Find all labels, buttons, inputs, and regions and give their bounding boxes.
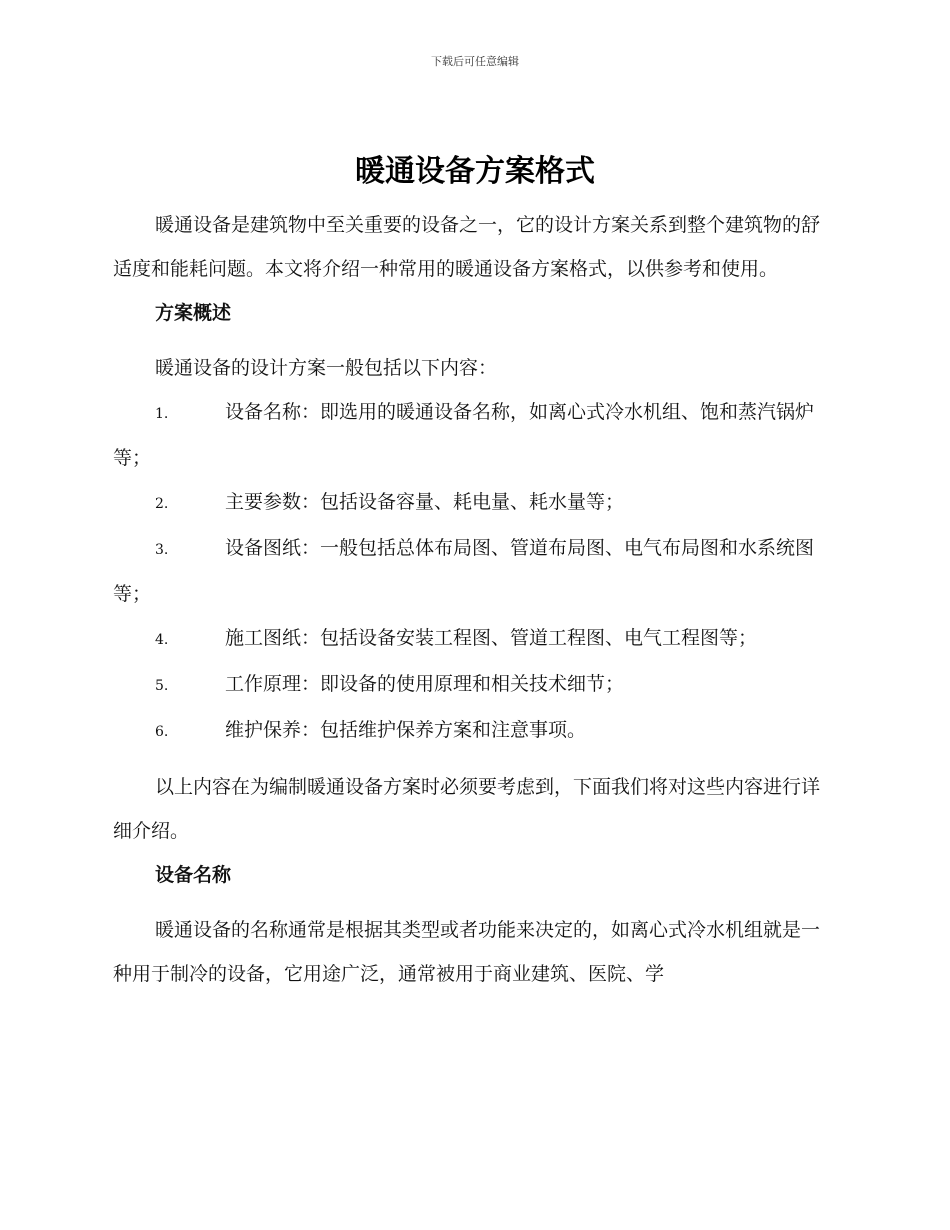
list-item-number: 2. — [155, 496, 169, 512]
list-item — [113, 526, 833, 616]
list-item — [113, 390, 833, 480]
overview-lead-paragraph: 暖通设备的设计方案一般包括以下内容： — [155, 357, 498, 379]
list-item-text: 维护保养：包括维护保养方案和注意事项。 — [225, 719, 587, 741]
list-item-text: 工作原理：即设备的使用原理和相关技术细节； — [225, 673, 625, 695]
list-item-text: 主要参数：包括设备容量、耗电量、耗水量等； — [225, 491, 625, 513]
list-item-number: 4. — [155, 632, 169, 648]
section-heading-equipment-name: 设备名称 — [155, 864, 232, 886]
page-header-note: 下载后可任意编辑 — [431, 55, 519, 68]
list-item-number: 5. — [155, 678, 169, 694]
list-item — [113, 616, 833, 662]
list-item — [113, 708, 833, 754]
list-item-text: 施工图纸：包括设备安装工程图、管道工程图、电气工程图等； — [225, 627, 758, 649]
list-item — [113, 662, 833, 708]
document-body — [113, 203, 833, 996]
list-item — [113, 480, 833, 526]
document-title: 暖通设备方案格式 — [355, 154, 595, 189]
equipment-name-paragraph: 暖通设备的名称通常是根据其类型或者功能来决定的，如离心式冷水机组就是一种用于制冷的设备，它用途广泛，通常被用于商业建筑、医院、学 — [113, 919, 821, 985]
list-item-number: 3. — [155, 542, 169, 558]
list-item-number: 6. — [155, 724, 169, 740]
overview-summary-paragraph: 以上内容在为编制暖通设备方案时必须要考虑到，下面我们将对这些内容进行详细介绍。 — [113, 776, 821, 842]
list-item-text: 设备图纸：一般包括总体布局图、管道布局图、电气布局图和水系统图等； — [113, 537, 815, 605]
section-heading-overview: 方案概述 — [155, 302, 232, 324]
intro-paragraph: 暖通设备是建筑物中至关重要的设备之一，它的设计方案关系到整个建筑物的舒适度和能耗问题。本文将介绍一种常用的暖通设备方案格式，以供参考和使用。 — [113, 214, 821, 280]
list-item-text: 设备名称：即选用的暖通设备名称，如离心式冷水机组、饱和蒸汽锅炉等； — [113, 401, 815, 469]
list-item-number: 1. — [155, 406, 169, 422]
